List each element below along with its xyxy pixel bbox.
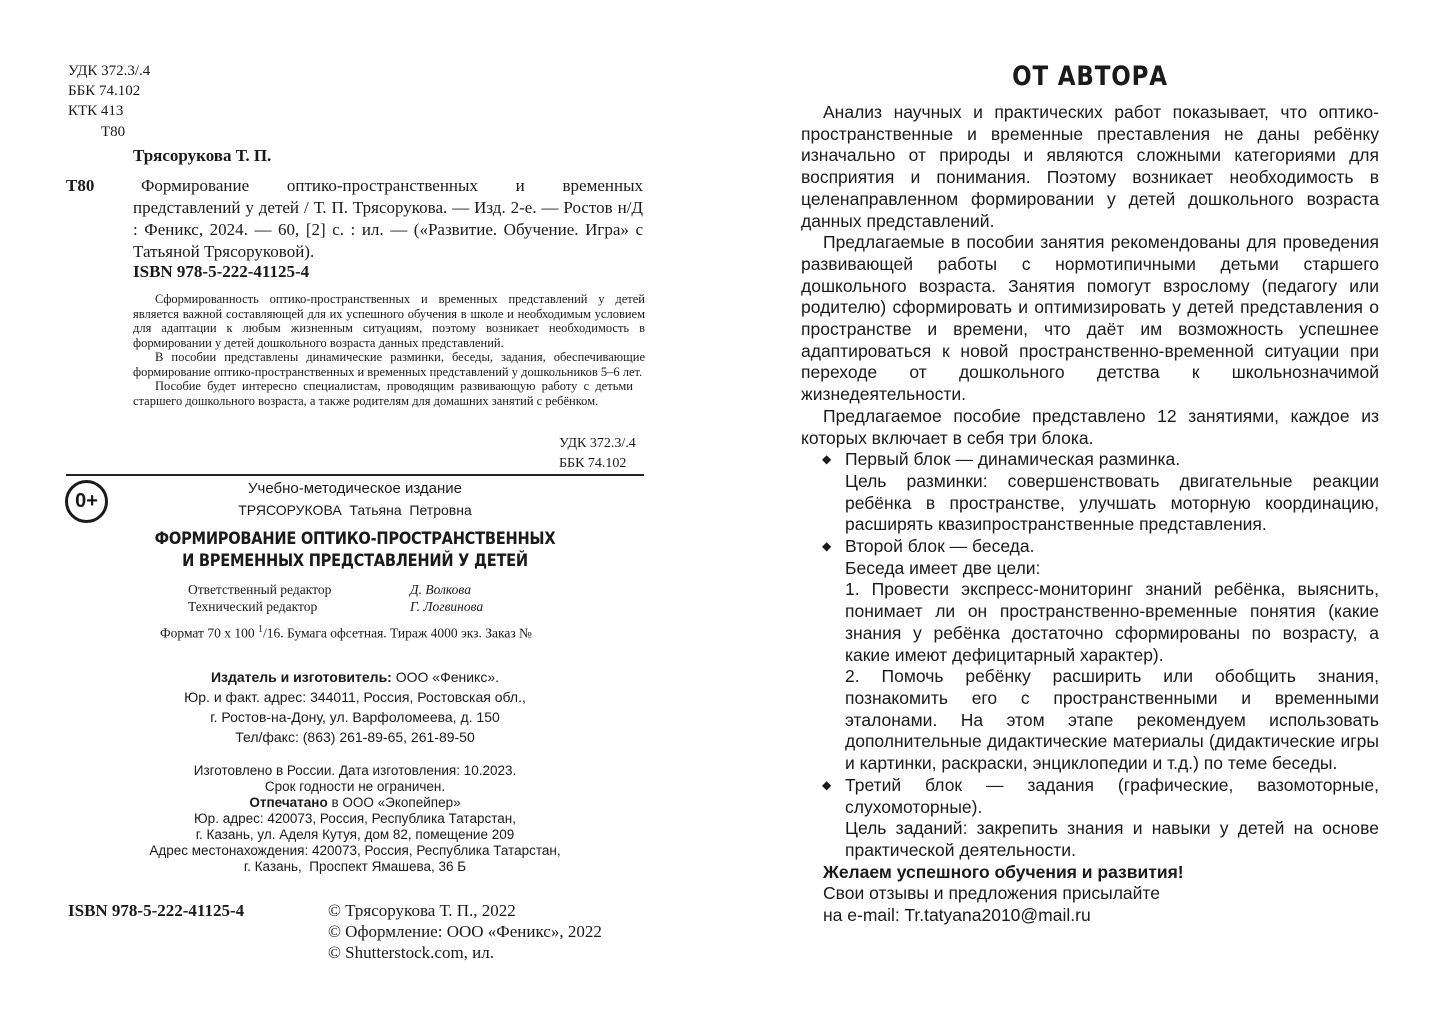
book-title-line: ФОРМИРОВАНИЕ ОПТИКО-ПРОСТРАНСТВЕННЫХ [154, 529, 556, 549]
editor-role: Технический редактор [188, 599, 318, 614]
manufacture-line: Адрес местонахождения: 420073, Россия, Республика Татарстан, [149, 843, 561, 858]
author-foreword [801, 102, 1379, 927]
author-mark: Т80 [101, 124, 126, 140]
author-full-name: ТРЯСОРУКОВА Татьяна Петровна [238, 502, 472, 518]
manufacture-line: Изготовлено в России. Дата изготовления: 10.2023. [193, 763, 517, 778]
publisher-name: ООО «Феникс». [391, 669, 500, 685]
bullet-icon: ◆ [822, 452, 832, 467]
publisher-line [150, 667, 560, 687]
list-item-text: Беседа имеет две цели: [845, 557, 1041, 578]
udk-code: УДК 372.3/.4 [68, 63, 151, 79]
bbk-code: ББК 74.102 [68, 83, 141, 99]
publisher-line: г. Ростов-на-Дону, ул. Варфоломеева, д. 150 [210, 709, 500, 725]
manufacture-line: г. Казань, Проспект Ямашева, 36 Б [243, 859, 467, 874]
list-item [801, 449, 1379, 471]
publisher-line: Тел/факс: (863) 261-89-65, 261-89-50 [235, 729, 475, 745]
format-text: /16. Бумага офсетная. Тираж 4000 экз. Заказ № [262, 625, 532, 641]
printer-name: в ООО «Экопейпер» [327, 795, 461, 810]
editor-role: Ответственный редактор [188, 582, 332, 597]
list-item-text: Цель заданий: закрепить знания и навыки у детей на основе практической деятельности. [845, 818, 1379, 860]
udk-bottom: УДК 372.3/.4 [559, 436, 636, 451]
closing-line: Свои отзывы и предложения присылайте [823, 883, 1160, 904]
list-item-text: 1. Провести экспресс-мониторинг знаний ребёнка, выяснить, понимает ли он пространственно-временные понятия (какие знания у ребёнка достаточно сформированы по возрасту, а какие имеют дефицитарный характер). [845, 579, 1379, 665]
edition-type: Учебно-методическое издание [248, 480, 462, 497]
copyright-line: © Трясорукова Т. П., 2022 [328, 901, 516, 920]
list-item-text: 2. Помочь ребёнку расширить или обобщить знания, познакомить его с пространственными и временными эталонами. На этом этапе рекомендуем использовать дополнительные дидактические материалы (дидактические игры и картинки, раскраски, энциклопедии и т.д.) по теме беседы. [845, 666, 1379, 774]
printed-label: Отпечатано [249, 795, 328, 810]
copyright-line: © Shutterstock.com, ил. [328, 943, 495, 962]
list-item [801, 775, 1379, 818]
manufacture-line: Срок годности не ограничен. [264, 779, 446, 794]
bbk-bottom: ББК 74.102 [559, 456, 627, 471]
annotation-paragraph: Пособие будет интересно специалистам, проводящим развивающую работу с детьми старшего дошкольного возраста, а также родителям для домашних занятий с ребёнком. [133, 379, 633, 408]
publisher-label: Издатель и изготовитель: [210, 669, 392, 685]
book-title [144, 528, 565, 572]
annotation-paragraph: Сформированность оптико-пространственных и временных представлений у детей является важной составляющей для их успешного обучения в школе и необходимым условием для адаптации к любым жизненным ситуациям, поэтому возникает необходимость в формировании у детей дошкольного возраста данных представлений. [133, 292, 645, 350]
format-text: Формат 70 x 100 [160, 625, 258, 641]
author-heading: Трясорукова Т. П. [133, 146, 272, 165]
paragraph: Предлагаемые в пособии занятия рекомендованы для проведения развивающей работы с нормотипичными детьми старшего дошкольного возраста. Занятия помогут взрослому (педагогу или родителю) сформировать и оптимизировать у детей представления о пространстве и времени, что даёт им возможность успешнее адаптироваться к новой пространственно-временной ситуации при переходе от дошкольного детства к школьнозначимой жизнедеятельности. [801, 232, 1379, 405]
page-title: ОТ АВТОРА [1012, 61, 1168, 92]
manufacture-line: Юр. адрес: 420073, Россия, Республика Татарстан, [194, 811, 516, 826]
list-item-heading: Первый блок — динамическая разминка. [845, 449, 1181, 470]
manufacture-line [105, 795, 605, 811]
paragraph: Предлагаемое пособие представлено 12 занятиями, каждое из которых включает в себя три блока. [801, 405, 1379, 448]
isbn-top: ISBN 978-5-222-41125-4 [133, 262, 310, 281]
bullet-icon: ◆ [822, 777, 832, 792]
bibliographic-record: Формирование оптико-пространственных и временных представлений у детей / Т. П. Трясорукова. — Изд. 2-е. — Ростов н/Д : Феникс, 2024. — 60, [2] с. : ил. — («Развитие. Обучение. Игра» с Татьяной Трясоруковой). [133, 176, 643, 261]
index-code: Т80 [66, 176, 95, 195]
age-rating-badge: 0+ [65, 480, 108, 523]
list-item-heading: Второй блок — беседа. [845, 536, 1035, 557]
editor-name: Г. Логвинова [410, 599, 484, 614]
publisher-line: Юр. и факт. адрес: 344011, Россия, Ростовская обл., [184, 689, 526, 705]
list-item [801, 536, 1379, 558]
divider [66, 474, 644, 476]
editor-name: Д. Волкова [410, 582, 471, 597]
format-line [160, 624, 532, 642]
book-title-line: И ВРЕМЕННЫХ ПРЕДСТАВЛЕНИЙ У ДЕТЕЙ [182, 551, 528, 571]
annotation-paragraph: В пособии представлены динамические разминки, беседы, задания, обеспечивающие формирование оптико-пространственных и временных представлений у дошкольников 5–6 лет. [133, 350, 645, 379]
ktk-code: КТК 413 [68, 103, 124, 119]
list-item-heading: Третий блок — задания (графические, вазомоторные, слухомоторные). [845, 774, 1379, 817]
list-item-text: Цель разминки: совершенствовать двигательные реакции ребёнка в пространстве, улучшать моторную координацию, расширять квазипространственные представления. [845, 470, 1379, 535]
copyright-line: © Оформление: ООО «Феникс», 2022 [328, 922, 602, 941]
annotation [133, 292, 645, 408]
paragraph: Анализ научных и практических работ показывает, что оптико-пространственные и временные преставления не даны ребёнку изначально от природы и являются сложными категориями для восприятия и понимания. Поэтому возникает необходимость в целенаправленном формировании у детей дошкольного возраста данных представлений. [801, 102, 1379, 231]
format-sup: 1 [257, 624, 263, 635]
copyright-block [328, 900, 602, 963]
isbn-bottom: ISBN 978-5-222-41125-4 [68, 901, 245, 920]
manufacture-line: г. Казань, ул. Аделя Кутуя, дом 82, помещение 209 [195, 827, 515, 842]
publisher-block [150, 667, 560, 747]
contact-email: на e-mail: Tr.tatyana2010@mail.ru [823, 905, 1091, 926]
closing-wish: Желаем успешного обучения и развития! [823, 861, 1184, 882]
manufacture-block [105, 763, 605, 875]
bullet-icon: ◆ [822, 539, 832, 554]
